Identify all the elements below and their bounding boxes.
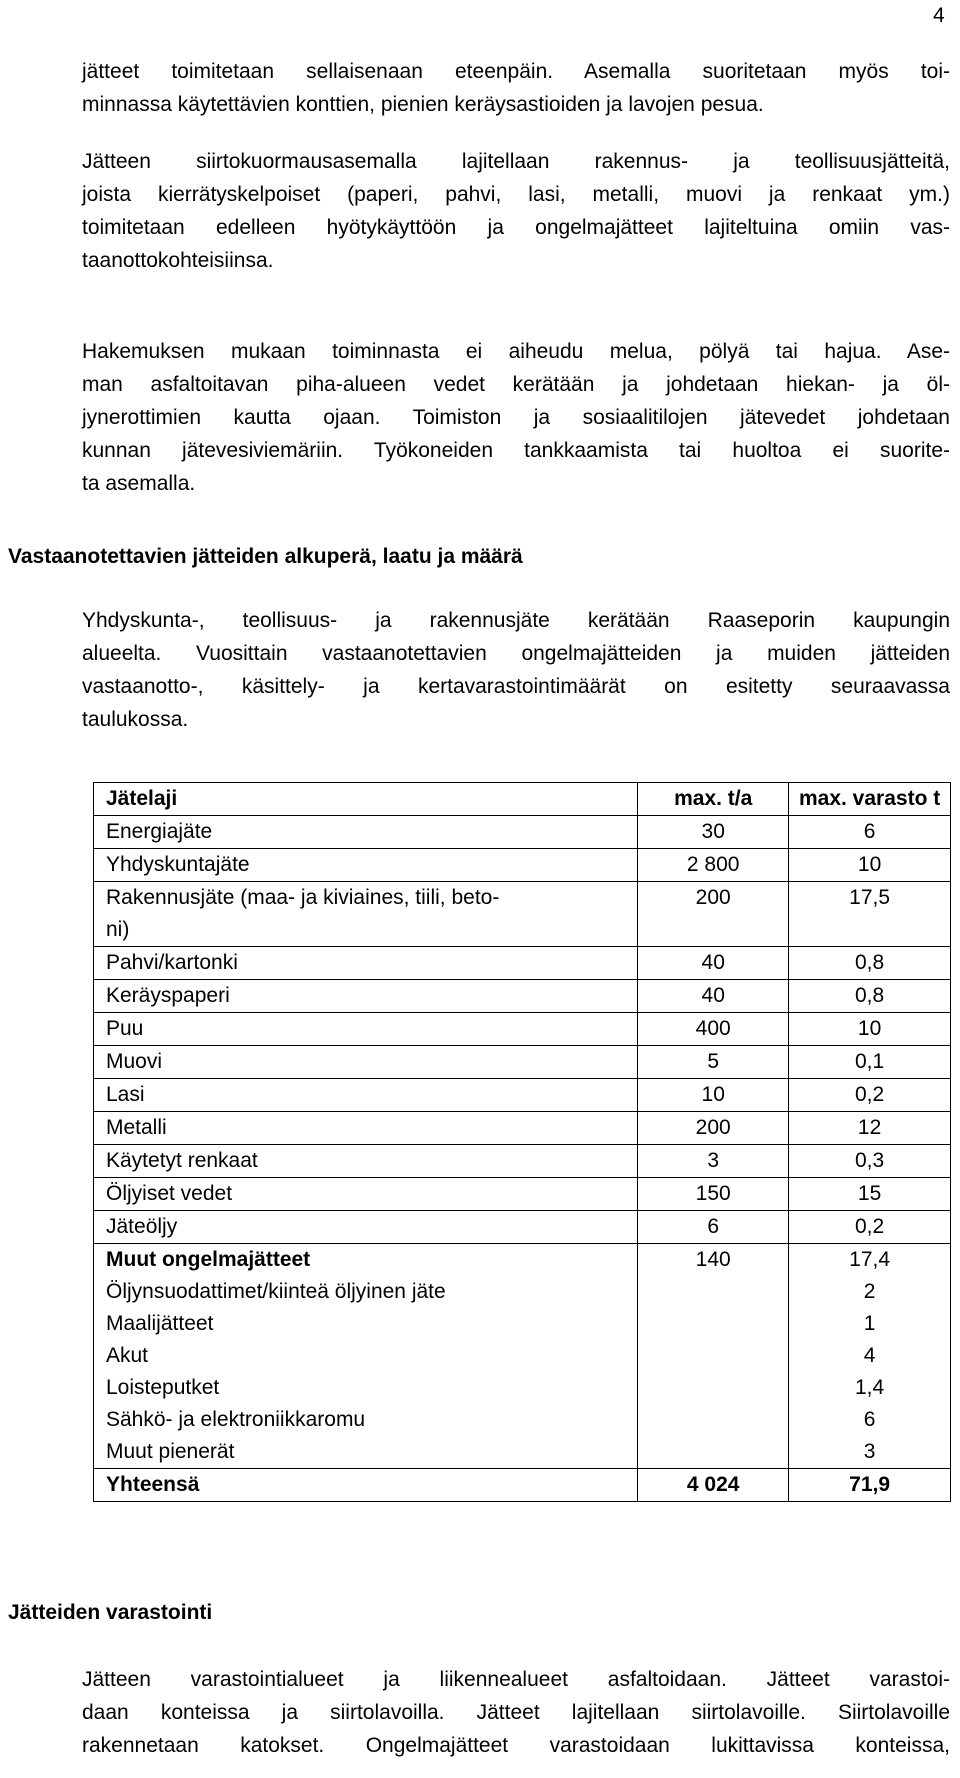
table-row: [94, 980, 951, 1013]
paragraph-line: Jätteen siirtokuormausasemalla lajitellaan rakennus- ja teollisuusjätteitä,: [82, 150, 950, 173]
max-storage-cell: 17,5: [789, 882, 951, 947]
max-storage-cell: 0,8: [789, 947, 951, 980]
max-storage-cell: 0,3: [789, 1145, 951, 1178]
max-tonnes-cell: 6: [638, 1211, 789, 1244]
max-storage-cell: 0,2: [789, 1079, 951, 1112]
total-tonnes-cell: 4 024: [638, 1469, 789, 1502]
paragraph-1: [82, 55, 950, 121]
max-tonnes-cell: 40: [638, 947, 789, 980]
paragraph-line: Hakemuksen mukaan toiminnasta ei aiheudu melua, pölyä tai hajua. Ase-: [82, 340, 950, 363]
paragraph-line: Yhdyskunta-, teollisuus- ja rakennusjäte kerätään Raaseporin kaupungin: [82, 609, 950, 632]
paragraph-line: ta asemalla.: [82, 472, 196, 495]
hazardous-item-label: Akut: [106, 1344, 149, 1367]
total-storage-cell: 71,9: [789, 1469, 951, 1502]
paragraph-line: taulukossa.: [82, 708, 189, 731]
max-tonnes-cell: 5: [638, 1046, 789, 1079]
max-tonnes-cell: 200: [638, 882, 789, 947]
paragraph-line: jynerottimien kautta ojaan. Toimiston ja sosiaalitilojen jätevedet johdetaan: [82, 406, 950, 429]
paragraph-line: toimitetaan edelleen hyötykäyttöön ja ongelmajätteet lajiteltuina omiin vas-: [82, 216, 950, 239]
table-row: [94, 1211, 951, 1244]
total-label-cell: Yhteensä: [94, 1469, 638, 1502]
hazardous-storage-value: 17,4: [849, 1248, 891, 1271]
hazardous-item-storage-value: 3: [863, 1440, 876, 1463]
column-header-max-tonnes-per-year: max. t/a: [638, 783, 789, 816]
waste-type-line: ni): [106, 918, 130, 941]
hazardous-item-label: Sähkö- ja elektroniikkaromu: [106, 1408, 366, 1431]
paragraph-line: rakennetaan katokset. Ongelmajätteet varastoidaan lukittavissa konteissa,: [82, 1734, 950, 1757]
waste-type-cell: Pahvi/kartonki: [94, 947, 638, 980]
waste-type-cell: Lasi: [94, 1079, 638, 1112]
max-tonnes-cell: 400: [638, 1013, 789, 1046]
table-row: [94, 816, 951, 849]
hazardous-item-storage-value: 2: [863, 1280, 876, 1303]
max-storage-cell: 10: [789, 1013, 951, 1046]
paragraph-line: alueelta. Vuosittain vastaanotettavien ongelmajätteiden ja muiden jätteiden: [82, 642, 950, 665]
page-number: 4: [933, 4, 945, 27]
max-storage-cell: 0,1: [789, 1046, 951, 1079]
paragraph-line: Jätteen varastointialueet ja liikennealueet asfaltoidaan. Jätteet varastoi-: [82, 1668, 950, 1691]
waste-type-cell: Käytetyt renkaat: [94, 1145, 638, 1178]
paragraph-line: man asfaltoitavan piha-alueen vedet kerätään ja johdetaan hiekan- ja öl-: [82, 373, 950, 396]
hazardous-item-storage-value: 6: [863, 1408, 876, 1431]
max-storage-cell: 12: [789, 1112, 951, 1145]
table-row: [94, 882, 951, 947]
max-tonnes-cell: 150: [638, 1178, 789, 1211]
paragraph-5: [82, 1663, 950, 1762]
paragraph-3: [82, 335, 950, 500]
table-row: [94, 849, 951, 882]
max-tonnes-cell: 40: [638, 980, 789, 1013]
column-header-max-storage: max. varasto t: [789, 783, 951, 816]
max-storage-cell: 0,8: [789, 980, 951, 1013]
hazardous-item-storage-value: 1: [863, 1312, 876, 1335]
section-heading-origin: Vastaanotettavien jätteiden alkuperä, laatu ja määrä: [8, 545, 523, 568]
max-tonnes-cell: 2 800: [638, 849, 789, 882]
paragraph-line: taanottokohteisiinsa.: [82, 249, 274, 272]
table-row-hazardous-waste: [94, 1244, 951, 1469]
max-storage-cell: 0,2: [789, 1211, 951, 1244]
hazardous-item-label: Loisteputket: [106, 1376, 220, 1399]
paragraph-line: jätteet toimitetaan sellaisenaan eteenpäin. Asemalla suoritetaan myös toi-: [82, 60, 950, 83]
paragraph-line: vastaanotto-, käsittely- ja kertavarastointimäärät on esitetty seuraavassa: [82, 675, 950, 698]
hazardous-item-storage-value: 1,4: [855, 1376, 885, 1399]
hazardous-item-label: Muut pienerät: [106, 1440, 235, 1463]
waste-type-cell: Keräyspaperi: [94, 980, 638, 1013]
paragraph-4: [82, 604, 950, 736]
table-row-total: [94, 1469, 951, 1502]
hazardous-item-label: Öljynsuodattimet/kiinteä öljyinen jäte: [106, 1280, 446, 1303]
waste-type-cell: Metalli: [94, 1112, 638, 1145]
max-storage-cell: 15: [789, 1178, 951, 1211]
table-row: [94, 1046, 951, 1079]
section-heading-storage: Jätteiden varastointi: [8, 1601, 213, 1624]
max-tonnes-cell: 200: [638, 1112, 789, 1145]
waste-type-cell: [94, 1244, 638, 1469]
max-tonnes-cell: 140: [638, 1244, 789, 1469]
waste-type-cell: [94, 882, 638, 947]
paragraph-line: daan konteissa ja siirtolavoilla. Jätteet lajitellaan siirtolavoille. Siirtolavoille: [82, 1701, 950, 1724]
max-tonnes-cell: 30: [638, 816, 789, 849]
paragraph-2: [82, 145, 950, 277]
table-row: [94, 1112, 951, 1145]
max-storage-cell: 10: [789, 849, 951, 882]
waste-quantity-table: [93, 782, 951, 1502]
waste-type-cell: Yhdyskuntajäte: [94, 849, 638, 882]
table-row: [94, 1178, 951, 1211]
table-row: [94, 1079, 951, 1112]
waste-type-cell: Jäteöljy: [94, 1211, 638, 1244]
max-tonnes-cell: 10: [638, 1079, 789, 1112]
waste-type-cell: Muovi: [94, 1046, 638, 1079]
hazardous-item-label: Maalijätteet: [106, 1312, 214, 1335]
max-storage-cell: [789, 1244, 951, 1469]
column-header-waste-type: Jätelaji: [94, 783, 638, 816]
table-row: [94, 1145, 951, 1178]
paragraph-line: kunnan jätevesiviemäriin. Työkoneiden tankkaamista tai huoltoa ei suorite-: [82, 439, 950, 462]
hazardous-item-storage-value: 4: [863, 1344, 876, 1367]
waste-type-cell: Öljyiset vedet: [94, 1178, 638, 1211]
paragraph-line: minnassa käytettävien konttien, pienien keräysastioiden ja lavojen pesua.: [82, 93, 764, 116]
waste-type-line: Rakennusjäte (maa- ja kiviaines, tiili, beto-: [106, 886, 500, 909]
table-row: [94, 947, 951, 980]
waste-type-cell: Energiajäte: [94, 816, 638, 849]
hazardous-waste-label: Muut ongelmajätteet: [106, 1248, 311, 1271]
waste-type-cell: Puu: [94, 1013, 638, 1046]
max-storage-cell: 6: [789, 816, 951, 849]
paragraph-line: joista kierrätyskelpoiset (paperi, pahvi, lasi, metalli, muovi ja renkaat ym.): [82, 183, 950, 206]
max-tonnes-cell: 3: [638, 1145, 789, 1178]
table-row: [94, 1013, 951, 1046]
table-header-row: [94, 783, 951, 816]
